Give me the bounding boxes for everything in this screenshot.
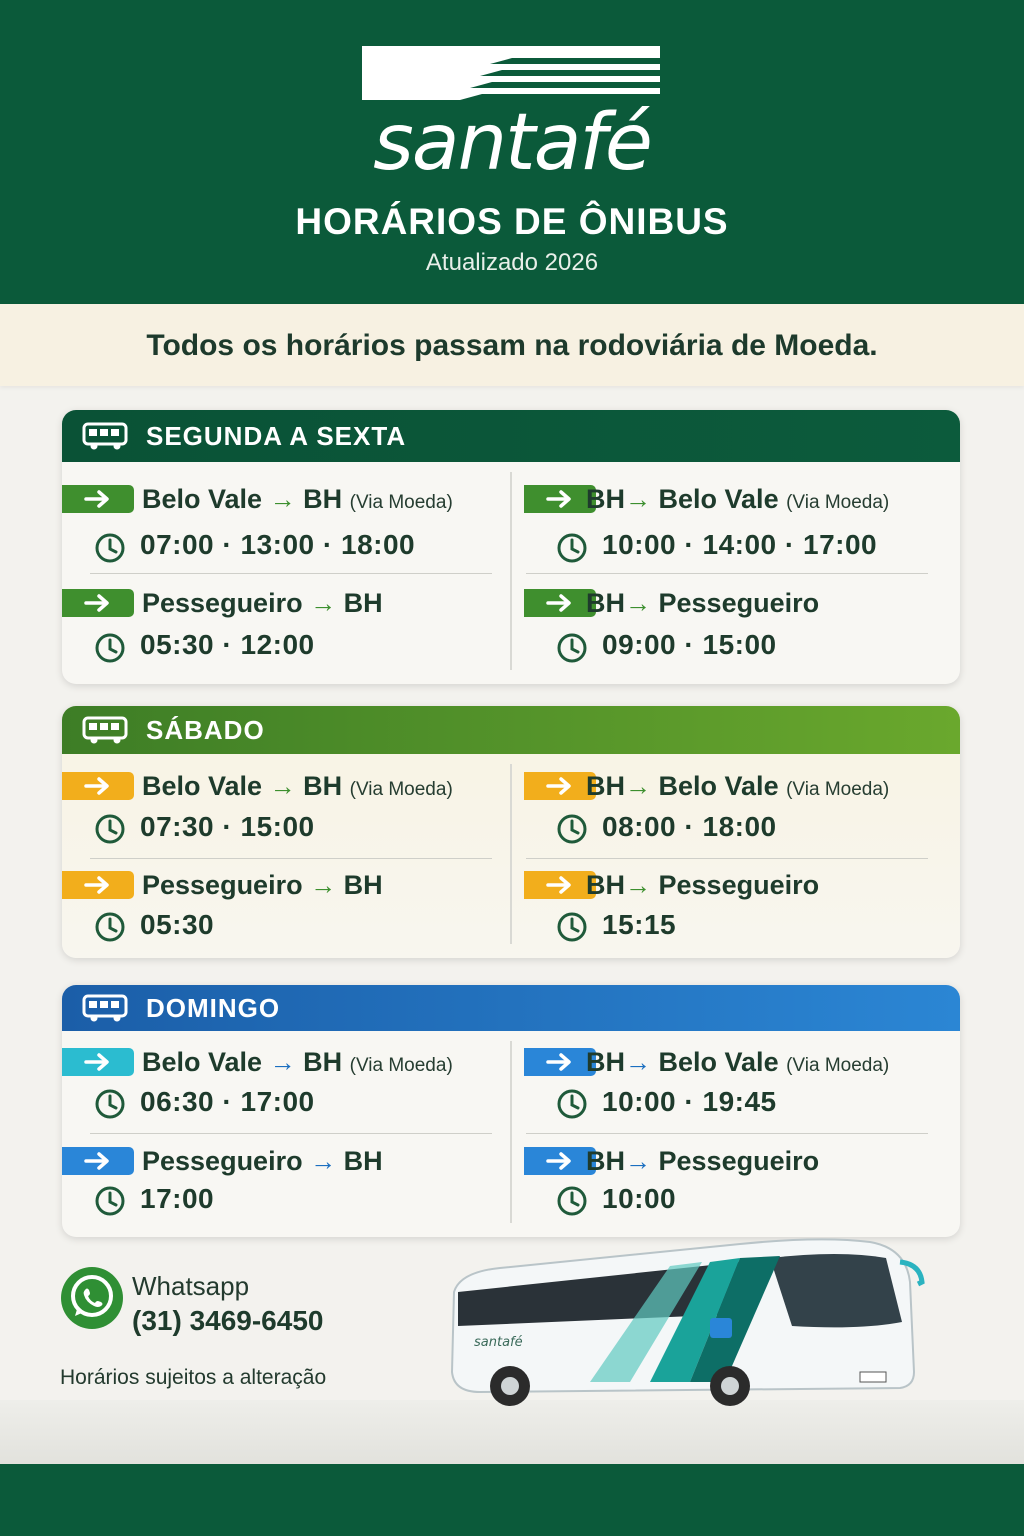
departure-times: 15:15 <box>602 909 677 940</box>
departure-times: 10:00 · 14:00 · 17:00 <box>602 529 878 560</box>
page-title: HORÁRIOS DE ÔNIBUS <box>295 201 729 242</box>
arrow-right-icon <box>84 490 112 508</box>
updated-label: Atualizado 2026 <box>425 249 599 276</box>
brand-logo: santafé <box>373 98 651 188</box>
arrow-right-icon <box>546 876 574 894</box>
route-name: BH→ Pessegueiro <box>586 1146 820 1176</box>
route-pessegueiro-bh <box>62 589 510 684</box>
route-name: Pessegueiro → BH <box>142 1146 383 1176</box>
clock-icon <box>556 632 588 664</box>
card-header-sunday <box>62 985 960 1031</box>
bus-illustration <box>440 1222 940 1422</box>
arrow-right-icon <box>546 490 574 508</box>
departure-times: 05:30 · 12:00 <box>140 629 315 660</box>
route-tag <box>62 871 134 899</box>
whatsapp-icon[interactable] <box>60 1266 124 1330</box>
arrow-right-icon <box>546 594 574 612</box>
departure-times: 09:00 · 15:00 <box>602 629 777 660</box>
whatsapp-phone[interactable]: (31) 3469-6450 <box>132 1305 324 1336</box>
bus-icon <box>82 716 130 744</box>
route-tag <box>62 772 134 800</box>
route-name: Pessegueiro → BH <box>142 870 383 900</box>
departure-times: 07:00 · 13:00 · 18:00 <box>140 529 416 560</box>
clock-icon <box>94 1088 126 1120</box>
schedule-card-saturday <box>62 706 960 958</box>
departure-times: 06:30 · 17:00 <box>140 1086 315 1117</box>
route-name: BH→ Pessegueiro <box>586 870 820 900</box>
route-name: BH→ Belo Vale (Via Moeda) <box>586 771 890 801</box>
route-tag <box>62 589 134 617</box>
route-bh-pessegueiro <box>524 589 960 684</box>
clock-icon <box>556 1185 588 1217</box>
whatsapp-label: Whatsapp <box>132 1271 250 1301</box>
departure-times: 07:30 · 15:00 <box>140 811 315 842</box>
route-tag <box>62 485 134 513</box>
departure-times: 05:30 <box>140 909 215 940</box>
route-bh-belo-vale <box>524 485 960 585</box>
bottom-bar <box>0 1464 1024 1536</box>
arrow-right-icon <box>84 1152 112 1170</box>
arrow-right-icon <box>546 777 574 795</box>
bus-logo: santafé <box>474 1335 523 1350</box>
route-tag <box>62 1048 134 1076</box>
arrow-right-icon <box>546 1053 574 1071</box>
bus-icon <box>82 422 130 450</box>
route-name: Belo Vale → BH (Via Moeda) <box>142 771 453 801</box>
route-bh-belo-vale <box>524 1048 960 1148</box>
route-belo-vale-bh <box>62 485 510 585</box>
route-bh-belo-vale <box>524 772 960 872</box>
schedule-card-sunday <box>62 985 960 1237</box>
route-pessegueiro-bh <box>62 871 510 958</box>
section-title: SÁBADO <box>146 715 265 745</box>
card-header-weekdays <box>62 410 960 462</box>
route-name: Belo Vale → BH (Via Moeda) <box>142 484 453 514</box>
route-tag <box>62 1147 134 1175</box>
arrow-right-icon <box>84 1053 112 1071</box>
departure-times: 10:00 · 19:45 <box>602 1086 777 1117</box>
clock-icon <box>94 632 126 664</box>
arrow-right-icon <box>84 876 112 894</box>
card-header-saturday <box>62 706 960 754</box>
departure-times: 08:00 · 18:00 <box>602 811 777 842</box>
arrow-right-icon <box>84 777 112 795</box>
column-divider <box>510 472 512 670</box>
disclaimer-text: Horários sujeitos a alteração <box>60 1366 327 1389</box>
clock-icon <box>94 532 126 564</box>
clock-icon <box>94 813 126 845</box>
section-title: SEGUNDA A SEXTA <box>146 421 407 451</box>
clock-icon <box>556 813 588 845</box>
column-divider <box>510 764 512 944</box>
header <box>0 0 1024 304</box>
clock-icon <box>556 532 588 564</box>
route-name: Belo Vale → BH (Via Moeda) <box>142 1047 453 1077</box>
route-name: BH→ Belo Vale (Via Moeda) <box>586 484 890 514</box>
section-title: DOMINGO <box>146 993 281 1023</box>
arrow-right-icon <box>84 594 112 612</box>
clock-icon <box>94 1185 126 1217</box>
column-divider <box>510 1041 512 1223</box>
departure-times: 10:00 <box>602 1183 677 1214</box>
clock-icon <box>94 911 126 943</box>
notice-banner: Todos os horários passam na rodoviária de Moeda. <box>0 304 1024 386</box>
logo-stripes-icon <box>362 46 660 100</box>
route-name: BH→ Belo Vale (Via Moeda) <box>586 1047 890 1077</box>
route-belo-vale-bh <box>62 1048 510 1148</box>
bus-icon <box>82 994 130 1022</box>
schedule-card-weekdays <box>62 410 960 684</box>
clock-icon <box>556 911 588 943</box>
route-name: BH→ Pessegueiro <box>586 588 820 618</box>
departure-times: 17:00 <box>140 1183 215 1214</box>
arrow-right-icon <box>546 1152 574 1170</box>
clock-icon <box>556 1088 588 1120</box>
route-bh-pessegueiro <box>524 871 960 958</box>
route-name: Pessegueiro → BH <box>142 588 383 618</box>
route-belo-vale-bh <box>62 772 510 872</box>
